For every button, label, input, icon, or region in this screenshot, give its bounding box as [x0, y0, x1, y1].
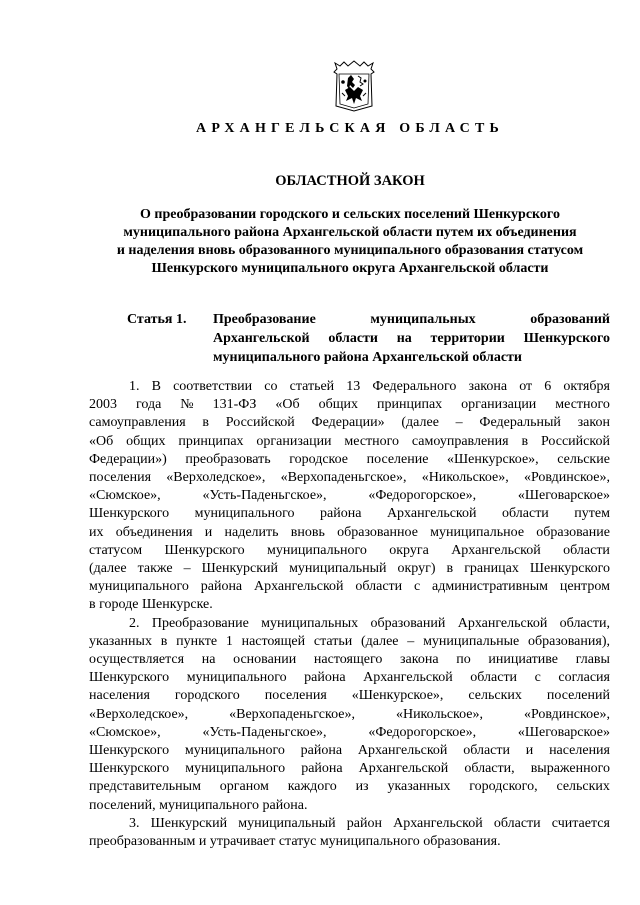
word: Архангельской — [213, 331, 310, 346]
word: Архангельской — [451, 542, 541, 558]
body-line — [89, 651, 610, 669]
word: сельских — [556, 779, 610, 795]
word: согласия — [558, 670, 610, 686]
word: образований — [370, 615, 446, 631]
word: 6 — [544, 379, 552, 394]
word: области — [493, 815, 541, 831]
word: осуществляется — [89, 652, 185, 668]
word: (далее — [401, 415, 439, 431]
word: 2003 — [89, 397, 117, 413]
word: основании — [233, 652, 297, 668]
word: с — [534, 670, 541, 686]
word: 1. — [129, 379, 140, 394]
word: самоуправления — [411, 433, 509, 449]
word: муниципального — [184, 743, 285, 759]
word: объединения — [115, 524, 193, 540]
body-line — [89, 433, 610, 451]
word: области — [470, 670, 518, 686]
word: закона — [400, 652, 439, 668]
word: муниципального — [89, 579, 189, 595]
word: общих — [318, 397, 358, 413]
word: статьей — [289, 379, 335, 394]
word: муниципальный — [289, 561, 387, 577]
word: соответствии — [173, 379, 253, 394]
word: области, — [559, 615, 610, 631]
word: «Федорогорское», — [368, 488, 477, 504]
word: района — [304, 670, 346, 686]
word: поселения — [264, 688, 327, 704]
body-line — [89, 524, 610, 542]
word: Федерации» — [311, 415, 385, 431]
title-line: муниципального района Архангельской области путем их объединения — [123, 225, 577, 240]
word: местного — [555, 397, 610, 413]
word: образованное — [337, 524, 418, 540]
word: 1 — [225, 633, 233, 649]
article-heading-line — [213, 329, 610, 348]
word: настоящего — [313, 652, 383, 668]
word: области — [463, 743, 510, 759]
body-line — [89, 378, 610, 396]
word: 3. — [129, 815, 140, 831]
word: муниципальное — [430, 524, 525, 540]
word: территории — [430, 331, 505, 346]
word: муниципальные — [423, 633, 520, 649]
body-line — [89, 414, 610, 432]
word: поселения — [89, 470, 152, 486]
word: Шенкурского — [89, 743, 170, 759]
word: их — [89, 524, 104, 540]
word: области — [563, 542, 610, 558]
article-body — [89, 378, 610, 851]
word: муниципальный — [238, 815, 336, 831]
word: области, — [464, 761, 515, 777]
word: «Об — [89, 433, 114, 449]
word: – — [183, 561, 191, 577]
word: на — [396, 331, 412, 346]
word: Шенкурского — [89, 506, 170, 522]
word: в — [160, 633, 168, 649]
word: также — [137, 561, 173, 577]
body-line — [89, 469, 610, 487]
word: «Верхоледское», — [89, 706, 189, 722]
word: сельские — [557, 451, 610, 467]
body-line — [89, 542, 610, 560]
body-line — [89, 760, 610, 778]
article-heading — [213, 310, 610, 367]
word: района — [200, 579, 243, 595]
region-name: АРХАНГЕЛЬСКАЯ ОБЛАСТЬ — [196, 121, 504, 136]
word: наделить — [224, 524, 279, 540]
word: «Усть-Паденьгское», — [202, 488, 327, 504]
body-line — [89, 706, 610, 724]
word: района — [301, 761, 343, 777]
body-line — [89, 560, 610, 578]
word: (далее — [360, 633, 399, 649]
article-number: Статья 1. — [127, 312, 187, 327]
word: «Об — [275, 397, 300, 413]
word: общих — [126, 433, 166, 449]
word: «Сюмское», — [89, 724, 161, 740]
word: образований — [530, 312, 610, 327]
word: 13 — [346, 379, 361, 394]
word: закон — [577, 415, 610, 431]
word: поселений — [546, 688, 610, 704]
word: (далее — [89, 561, 127, 577]
word: «Никольское», — [421, 470, 509, 486]
word: Федерации») — [89, 451, 167, 467]
word: Российской — [225, 415, 295, 431]
word: области — [502, 506, 549, 522]
word: Архангельской — [358, 761, 449, 777]
word: Шенкурского — [89, 670, 170, 686]
word: на — [201, 652, 216, 668]
word: считается — [551, 815, 610, 831]
body-line — [89, 669, 610, 687]
word: преобразованным и утрачивает статус муниципального образования. — [89, 834, 501, 850]
word: муниципального — [185, 761, 286, 777]
word: Шенкурского — [89, 761, 170, 777]
word: преобразовать — [185, 451, 271, 467]
word: настоящей — [241, 633, 306, 649]
word: Шенкурский — [201, 561, 279, 577]
body-line — [89, 451, 610, 469]
word: представительным — [89, 779, 201, 795]
word: «Шеговарское» — [517, 488, 610, 504]
word: № — [180, 397, 194, 413]
word: из — [355, 779, 369, 795]
body-line — [89, 724, 610, 742]
body-line — [89, 487, 610, 505]
word: района — [320, 506, 362, 522]
word: организации — [256, 433, 332, 449]
word: статусом — [89, 542, 143, 558]
word: года — [135, 397, 162, 413]
body-line — [89, 505, 610, 523]
word: выраженного — [530, 761, 610, 777]
word: Архангельской — [363, 670, 453, 686]
word: Шенкурского — [529, 561, 610, 577]
word: населения — [89, 688, 150, 704]
body-line — [89, 633, 610, 651]
word: указанных — [89, 633, 152, 649]
word: поселение — [366, 451, 429, 467]
body-line — [89, 578, 610, 596]
body-line — [89, 742, 610, 760]
word: образования), — [527, 633, 610, 649]
body-line — [89, 396, 610, 414]
word: по — [456, 652, 471, 668]
word: Российской — [540, 433, 610, 449]
word: район — [346, 815, 382, 831]
word: «Шенкурское», — [351, 688, 444, 704]
word: пункте — [176, 633, 218, 649]
word: в — [521, 433, 529, 449]
word: октября — [563, 379, 610, 394]
word: центром — [559, 579, 610, 595]
word: статьи — [313, 633, 353, 649]
word: в — [446, 561, 454, 577]
title-line: О преобразовании городского и сельских поселений Шенкурского — [140, 207, 560, 222]
word: и — [525, 743, 534, 759]
word: – — [455, 415, 463, 431]
word: принципах — [376, 397, 443, 413]
word: 131-ФЗ — [212, 397, 257, 413]
word: границах — [464, 561, 519, 577]
word: «Сюмское», — [89, 488, 161, 504]
word: организации — [461, 397, 537, 413]
word: «Шеговарское» — [517, 724, 610, 740]
word: муниципального — [186, 670, 287, 686]
word: Архангельской — [357, 743, 448, 759]
word: и — [204, 524, 213, 540]
word: «Федорогорское», — [368, 724, 477, 740]
word: Преобразование — [213, 312, 316, 327]
word: вновь — [290, 524, 325, 540]
word: округ) — [397, 561, 436, 577]
document-title — [80, 206, 620, 278]
body-line — [89, 687, 610, 705]
word: Федерального — [372, 379, 457, 394]
word: В — [151, 379, 161, 394]
article-heading-line — [213, 310, 610, 329]
word: со — [264, 379, 278, 394]
word: в городе Шенкурске. — [89, 597, 213, 613]
word: с — [413, 579, 421, 595]
word: Преобразование — [151, 615, 249, 631]
word: Архангельской — [253, 579, 344, 595]
word: муниципального района Архангельской области — [213, 350, 522, 365]
title-line: и наделения вновь образованного муниципального образования статусом — [116, 243, 584, 258]
word: «Ровдинское», — [523, 706, 610, 722]
word: путем — [574, 506, 610, 522]
word: муниципального — [194, 506, 295, 522]
word: «Верхоледское», — [166, 470, 266, 486]
word: главы — [575, 652, 610, 668]
word: «Ровдинское», — [523, 470, 610, 486]
word: Шенкурского — [164, 542, 245, 558]
document-type: ОБЛАСТНОЙ ЗАКОН — [275, 173, 425, 189]
word: «Никольское», — [395, 706, 484, 722]
body-line — [89, 778, 610, 796]
word: от — [519, 379, 533, 394]
word: области — [355, 579, 403, 595]
body-line — [89, 833, 610, 851]
word: «Верхопаденьгское», — [229, 706, 355, 722]
body-line — [89, 815, 610, 833]
word: принципах — [178, 433, 244, 449]
word: Шенкурский — [150, 815, 228, 831]
word: каждого — [287, 779, 337, 795]
word: муниципального — [266, 542, 367, 558]
word: муниципальных — [370, 312, 476, 327]
word: поселений, муниципального района. — [89, 797, 308, 813]
word: Федеральный — [479, 415, 561, 431]
word: указанных — [387, 779, 451, 795]
word: самоуправления — [89, 415, 186, 431]
word: «Верхопаденьгское», — [280, 470, 407, 486]
body-line — [89, 797, 610, 815]
word: местного — [344, 433, 400, 449]
word: сельских — [468, 688, 522, 704]
word: «Усть-Паденьгское», — [202, 724, 327, 740]
word: образование — [536, 524, 610, 540]
word: – — [407, 633, 415, 649]
word: Шенкурского — [523, 331, 610, 346]
word: 2. — [129, 615, 140, 631]
article-heading-line — [213, 348, 610, 367]
coat-of-arms-icon — [331, 60, 377, 112]
word: Архангельской — [457, 615, 548, 631]
body-line — [89, 615, 610, 633]
word: населения — [549, 743, 610, 759]
title-line: Шенкурского муниципального округа Архангельской области — [151, 261, 549, 276]
word: округа — [389, 542, 429, 558]
word: «Шенкурское», — [447, 451, 539, 467]
word: Архангельской — [386, 506, 477, 522]
word: городского, — [469, 779, 538, 795]
word: закона — [468, 379, 508, 394]
word: органом — [219, 779, 269, 795]
word: в — [202, 415, 210, 431]
word: муниципальных — [261, 615, 359, 631]
word: Архангельской — [393, 815, 483, 831]
word: области — [328, 331, 378, 346]
body-line — [89, 596, 610, 614]
word: городского — [174, 688, 240, 704]
word: городское — [289, 451, 349, 467]
word: инициативе — [488, 652, 559, 668]
word: административным — [432, 579, 549, 595]
word: района — [300, 743, 343, 759]
